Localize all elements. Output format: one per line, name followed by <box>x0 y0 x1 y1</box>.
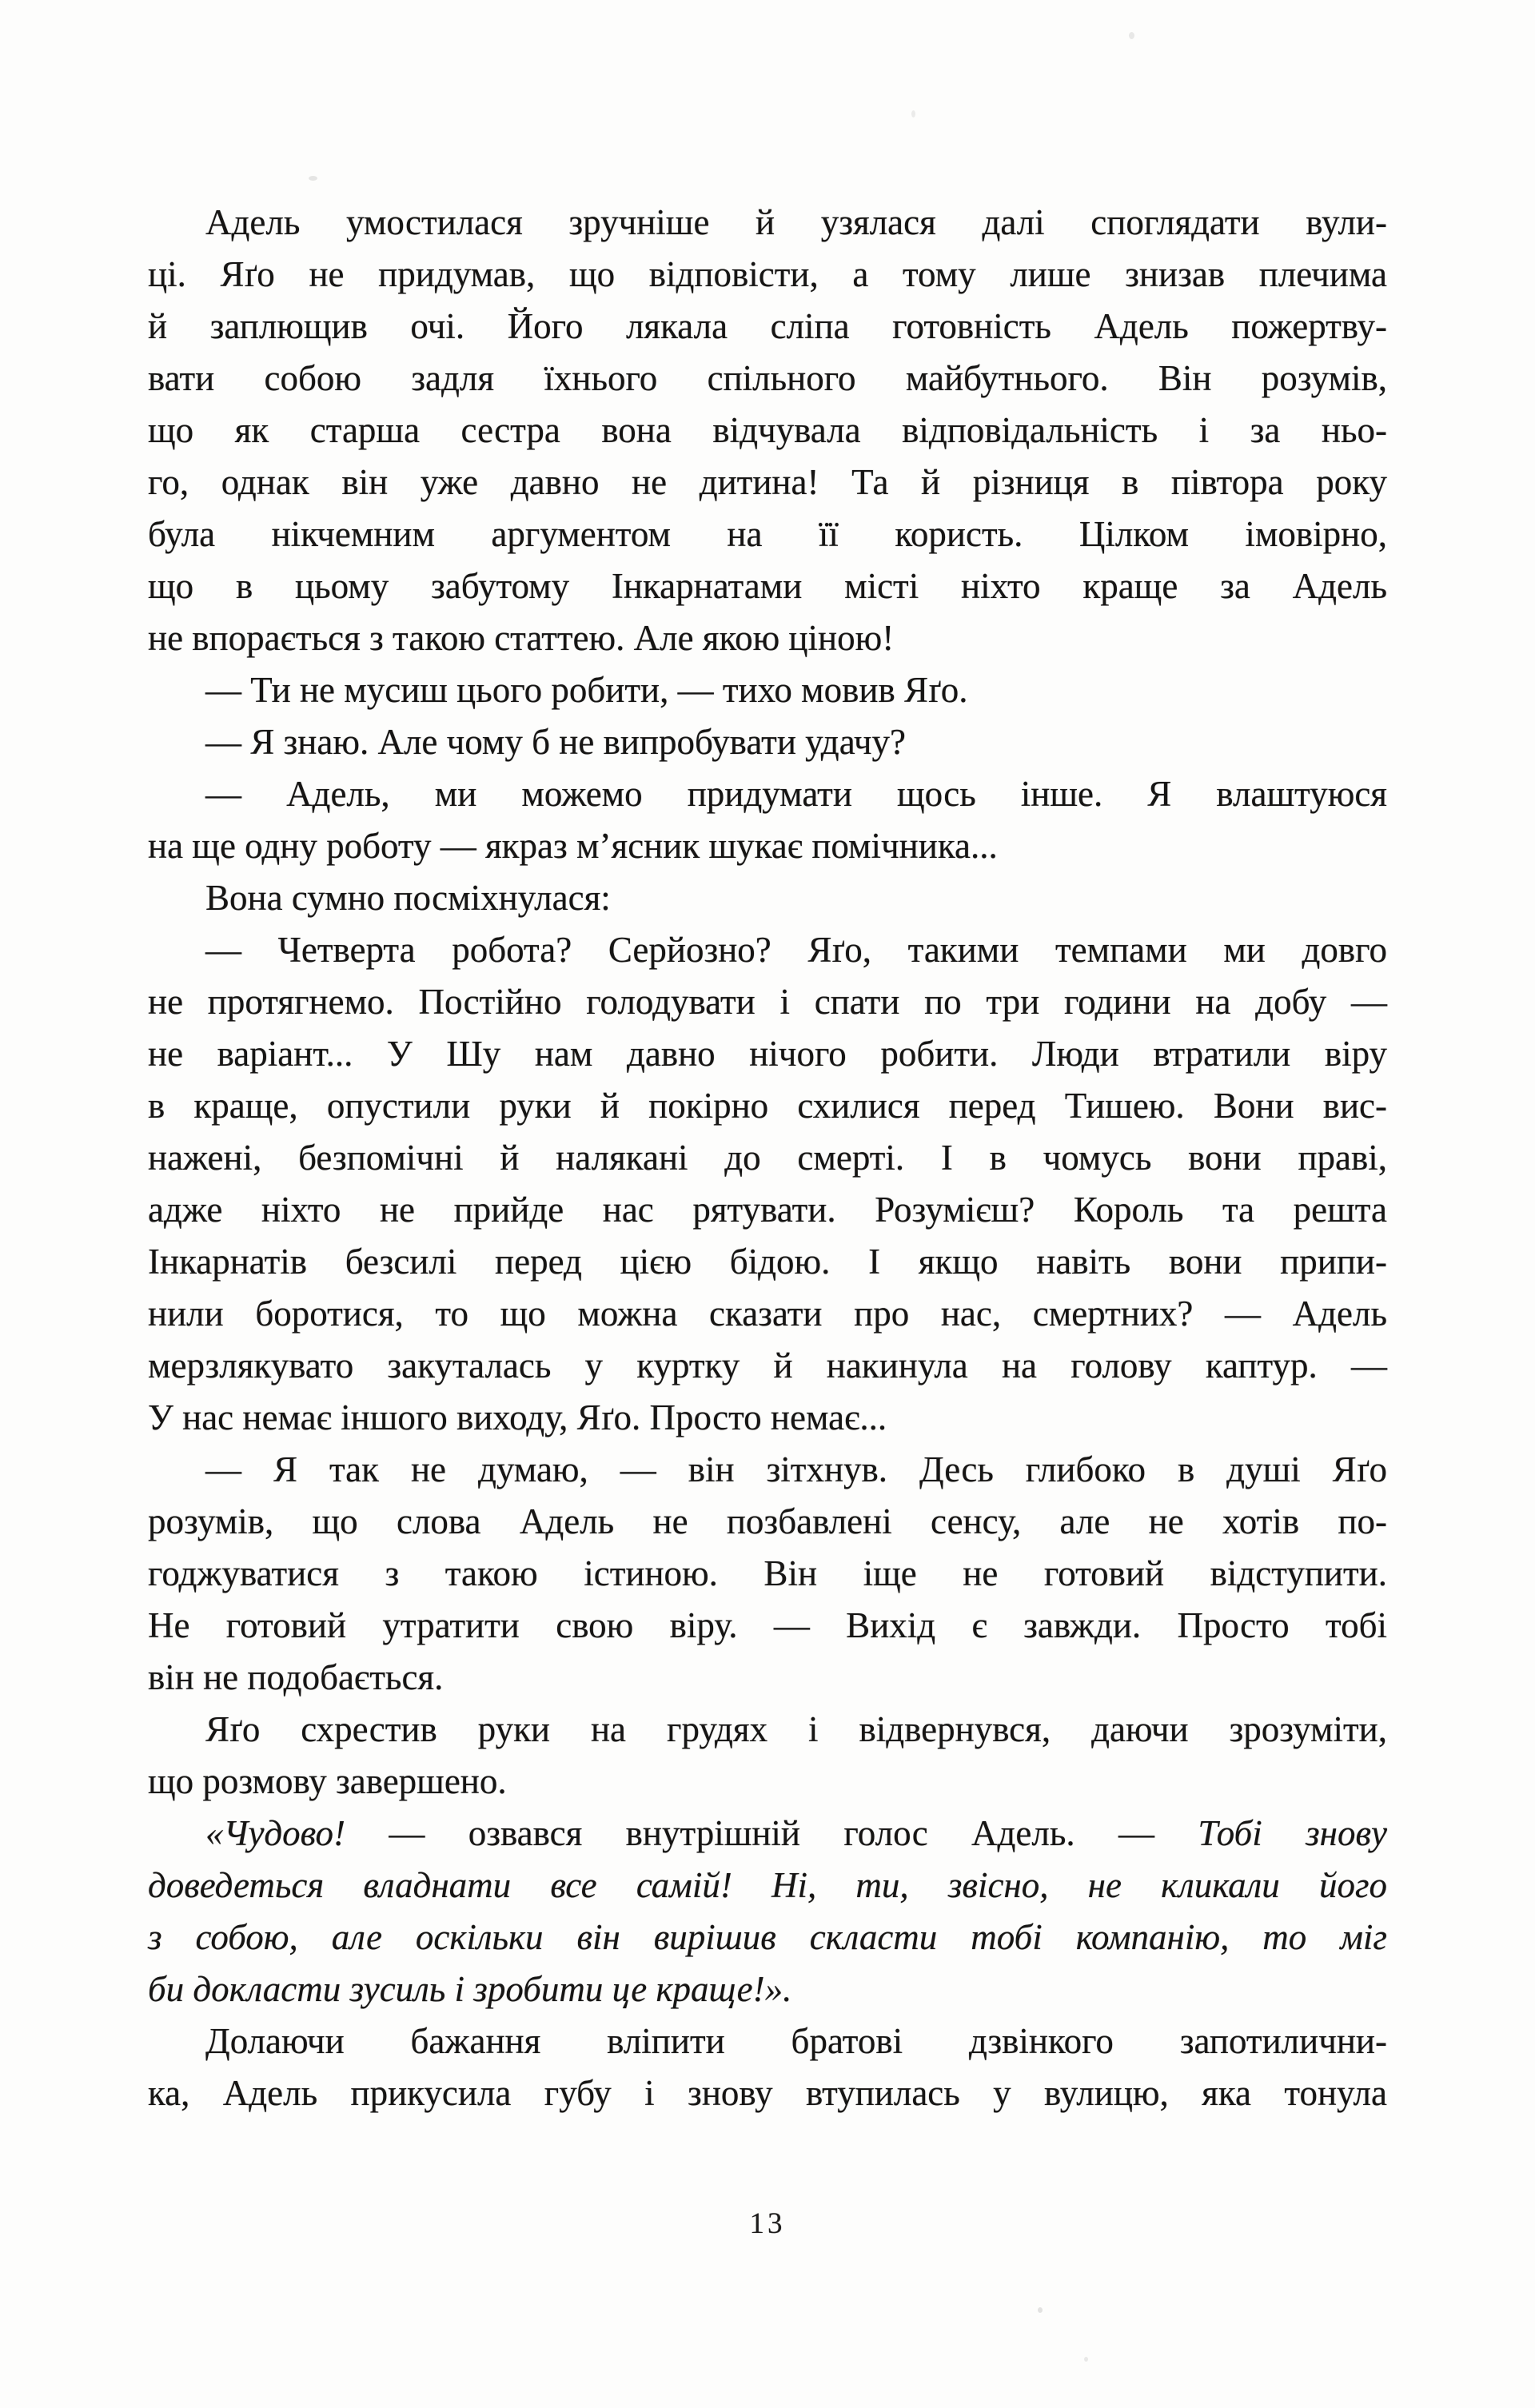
text-segment: Яґо схрестив руки на грудях і відвернувся, даючи зрозуміти, <box>205 1709 1387 1749</box>
page-number: 13 <box>749 2207 786 2240</box>
text-line <box>148 1028 1387 1080</box>
text-line <box>148 1184 1387 1236</box>
text-segment: годжуватися з такою істиною. Він іще не готовий відступити. <box>148 1553 1387 1593</box>
text-line <box>148 924 1387 976</box>
page-text <box>148 197 1387 2119</box>
text-line <box>148 456 1387 508</box>
text-line <box>148 1963 1387 2015</box>
text-segment: нили боротися, то що можна сказати про нас, смертних? — Адель <box>148 1294 1387 1334</box>
text-line <box>148 1704 1387 1756</box>
text-segment: не протягнемо. Постійно голодувати і спати по три години на добу — <box>148 982 1387 1022</box>
text-line <box>148 664 1387 716</box>
text-segment: Адель умостилася зручніше й узялася далі споглядати вули- <box>205 202 1387 242</box>
text-line <box>148 1392 1387 1444</box>
text-line <box>148 1652 1387 1704</box>
text-segment: що розмову завершено. <box>148 1761 507 1801</box>
text-segment: ка, Адель прикусила губу і знову втупилась у вулицю, яка тонула <box>148 2073 1387 2113</box>
text-line <box>148 872 1387 924</box>
text-segment: — озвався внутрішній голос Адель. — <box>345 1813 1198 1853</box>
text-line <box>148 1132 1387 1184</box>
scan-speck <box>1129 32 1134 39</box>
text-segment: Інкарнатів безсилі перед цією бідою. І якщо навіть вони припи- <box>148 1242 1387 1282</box>
text-line <box>148 1912 1387 1963</box>
text-segment: — Ти не мусиш цього робити, — тихо мовив Яґо. <box>205 670 968 710</box>
text-line <box>148 768 1387 820</box>
text-segment: мерзлякувато закуталась у куртку й накинула на голову каптур. — <box>148 1346 1387 1385</box>
text-line <box>148 1080 1387 1132</box>
text-segment: й заплющив очі. Його лякала сліпа готовність Адель пожертву- <box>148 306 1387 346</box>
text-segment: на ще одну роботу — якраз м’ясник шукає помічника... <box>148 826 998 866</box>
text-line <box>148 508 1387 560</box>
text-segment: У нас немає іншого виходу, Яґо. Просто немає... <box>148 1397 887 1437</box>
text-segment: нажені, безпомічні й налякані до смерті. І в чомусь вони праві, <box>148 1138 1387 1178</box>
text-line <box>148 301 1387 353</box>
text-segment: в краще, опустили руки й покірно схилися перед Тишею. Вони вис- <box>148 1086 1387 1126</box>
text-line <box>148 353 1387 405</box>
text-line <box>148 249 1387 301</box>
text-segment: що як старша сестра вона відчувала відповідальність і за ньо- <box>148 410 1387 450</box>
text-line <box>148 1860 1387 1912</box>
italic-text-segment: би докласти зусиль і зробити це краще!». <box>148 1969 792 2009</box>
text-segment: Долаючи бажання вліпити братові дзвінкого запотилични- <box>205 2021 1387 2061</box>
text-segment: Вона сумно посміхнулася: <box>205 878 611 918</box>
text-line <box>148 1808 1387 1860</box>
text-segment: — Четверта робота? Серйозно? Яґо, такими темпами ми довго <box>205 930 1387 970</box>
text-segment: — Я знаю. Але чому б не випробувати удачу? <box>205 722 906 762</box>
text-line <box>148 976 1387 1028</box>
text-line <box>148 1444 1387 1496</box>
text-segment: була нікчемним аргументом на її користь. Цілком імовірно, <box>148 514 1387 554</box>
italic-text-segment: Тобі знову <box>1198 1813 1387 1853</box>
text-line <box>148 1236 1387 1288</box>
text-line <box>148 2015 1387 2067</box>
text-line <box>148 1288 1387 1340</box>
text-segment: вати собою задля їхнього спільного майбутнього. Він розумів, <box>148 358 1387 398</box>
text-segment: розумів, що слова Адель не позбавлені сенсу, але не хотів по- <box>148 1501 1387 1541</box>
text-segment: адже ніхто не прийде нас рятувати. Розумієш? Король та решта <box>148 1190 1387 1230</box>
text-line <box>148 560 1387 612</box>
text-segment: ці. Яґо не придумав, що відповісти, а тому лише знизав плечима <box>148 254 1387 294</box>
text-line <box>148 716 1387 768</box>
text-line <box>148 612 1387 664</box>
text-segment: що в цьому забутому Інкарнатами місті ніхто краще за Адель <box>148 566 1387 606</box>
text-segment: — Адель, ми можемо придумати щось інше. Я влаштуюся <box>205 774 1387 814</box>
italic-text-segment: «Чудово! <box>205 1813 346 1853</box>
italic-text-segment: з собою, але оскільки він вирішив скласти тобі компанію, то міг <box>148 1917 1387 1957</box>
text-segment: — Я так не думаю, — він зітхнув. Десь глибоко в душі Яґо <box>205 1449 1387 1489</box>
text-line <box>148 2067 1387 2119</box>
text-line <box>148 1600 1387 1652</box>
text-segment: він не подобається. <box>148 1657 444 1697</box>
text-line <box>148 1340 1387 1392</box>
text-line <box>148 1548 1387 1600</box>
scan-speck <box>309 176 317 181</box>
text-line <box>148 820 1387 872</box>
text-line <box>148 1756 1387 1808</box>
text-line <box>148 197 1387 249</box>
text-segment: не варіант... У Шу нам давно нічого робити. Люди втратили віру <box>148 1034 1387 1074</box>
text-segment: не впорається з такою статтею. Але якою ціною! <box>148 618 895 658</box>
text-segment: Не готовий утратити свою віру. — Вихід є завжди. Просто тобі <box>148 1605 1387 1645</box>
scan-speck <box>911 110 915 118</box>
scan-speck <box>1084 2357 1088 2362</box>
text-line <box>148 405 1387 456</box>
text-line <box>148 1496 1387 1548</box>
text-segment: го, однак він уже давно не дитина! Та й різниця в півтора року <box>148 462 1387 502</box>
scan-speck <box>1038 2307 1043 2313</box>
italic-text-segment: доведеться владнати все самій! Ні, ти, звісно, не кликали його <box>148 1865 1387 1905</box>
